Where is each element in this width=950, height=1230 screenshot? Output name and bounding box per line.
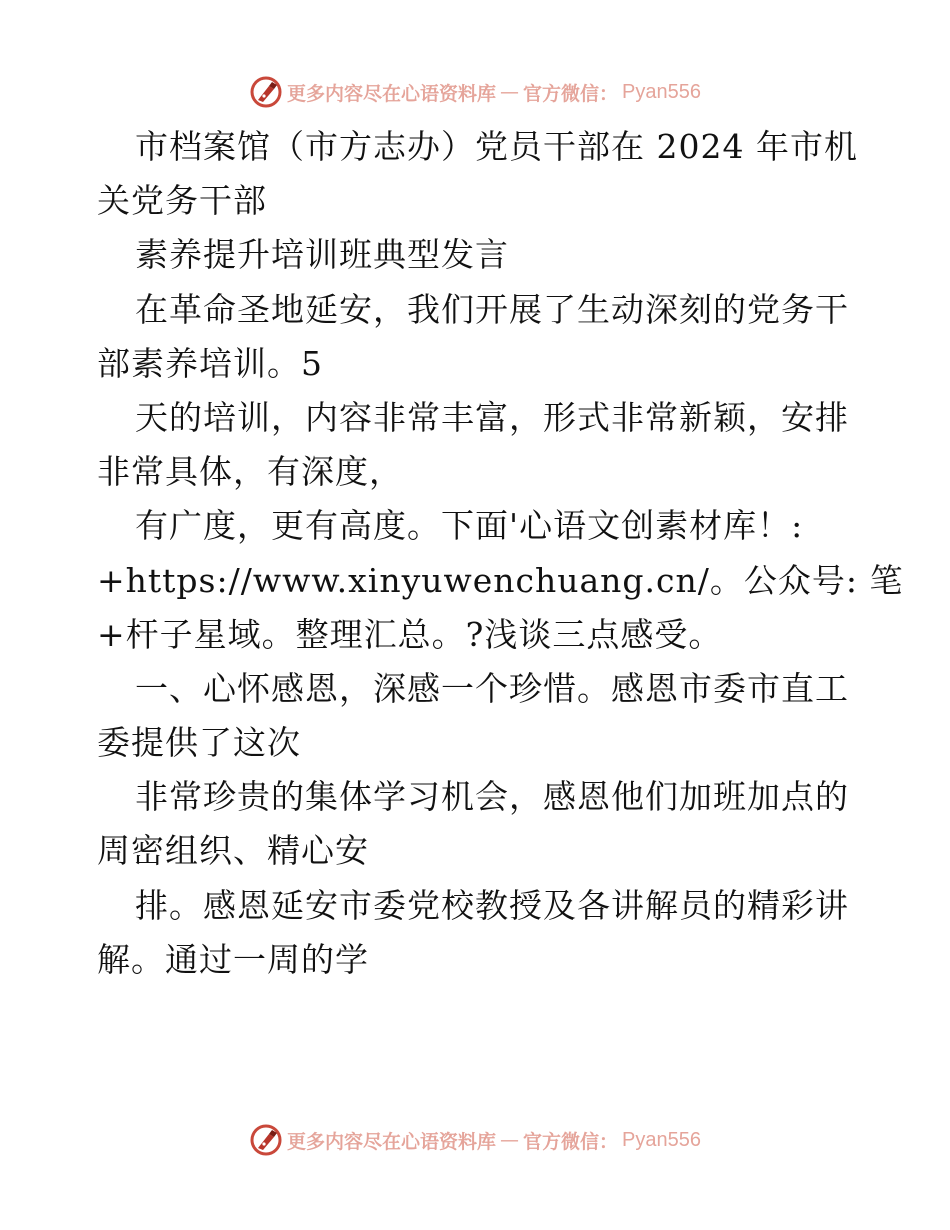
text-line: 有广度，更有高度。下面'心语文创素材库！: [135,506,804,546]
text-line: 素养提升培训班典型发言 [135,235,509,275]
document-body [97,120,904,987]
watermark-wechat-label: 官方微信： [523,1130,619,1153]
footer-watermark [0,1120,950,1160]
text-line: 解。通过一周的学 [97,939,369,979]
text-line: 非常珍贵的集体学习机会，感恩他们加班加点的 [135,777,849,817]
watermark-group [249,1123,701,1157]
text-line: 市档案馆（市方志办）党员干部在 2024 年市机 [135,127,858,166]
watermark-wechat-id: Pyan556 [622,1128,701,1151]
text-line: 排。感恩延安市委党校教授及各讲解员的精彩讲 [135,885,849,925]
watermark-wechat-label: 官方微信： [523,82,619,105]
pen-nib-logo-icon [249,75,283,109]
watermark-group [249,75,701,109]
watermark-separator: — [500,1129,520,1151]
text-line: +https://www.xinyuwenchuang.cn/。公众号: 笔 [97,560,904,600]
text-line: 委提供了这次 [97,723,301,763]
text-line: 一、心怀感恩，深感一个珍惜。感恩市委市直工 [135,668,849,708]
watermark-wechat-id: Pyan556 [622,80,701,103]
watermark-site-text: 更多内容尽在心语资料库 [287,1130,497,1153]
text-line: 周密组织、精心安 [97,831,369,871]
watermark-separator: — [500,81,520,103]
text-line: +杆子星域。整理汇总。?浅谈三点感受。 [97,614,723,654]
text-line: 关党务干部 [97,181,267,221]
text-line: 在革命圣地延安，我们开展了生动深刻的党务干 [135,289,849,329]
header-watermark [0,72,950,112]
watermark-site-text: 更多内容尽在心语资料库 [287,82,497,105]
pen-nib-logo-icon [249,1123,283,1157]
text-line: 非常具体，有深度， [97,452,403,492]
text-line: 部素养培训。5 [97,343,323,383]
text-line: 天的培训，内容非常丰富，形式非常新颖，安排 [135,397,849,437]
